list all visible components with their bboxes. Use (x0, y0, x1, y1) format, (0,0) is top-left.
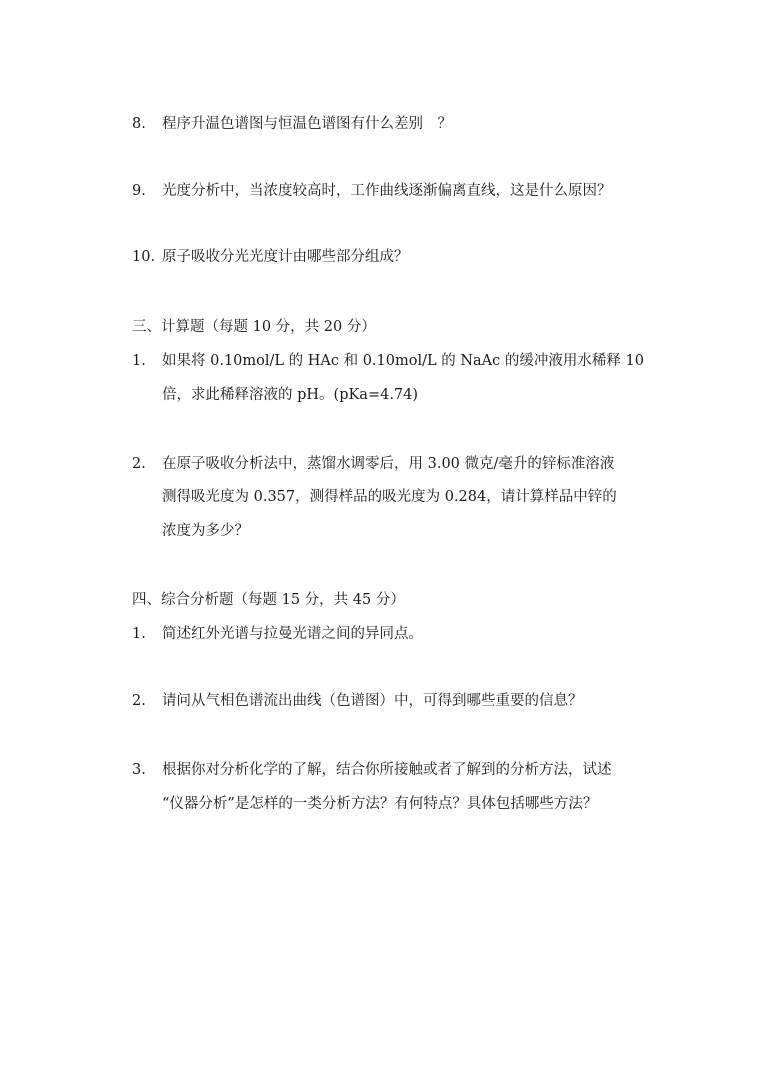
question-text: 倍，求此稀释溶液的 pH。(pKa=4.74) (162, 387, 419, 403)
question-number: 3. (132, 762, 146, 778)
question-number: 2. (132, 456, 146, 472)
question-number: 1. (132, 626, 146, 642)
section-heading: 四、综合分析题（每题 15 分，共 45 分） (132, 592, 405, 608)
question-text: 请问从气相色谱流出曲线（色谱图）中，可得到哪些重要的信息？ (162, 693, 583, 709)
question-text: 简述红外光谱与拉曼光谱之间的异同点。 (162, 626, 423, 642)
question-text: 浓度为多少？ (162, 523, 249, 539)
question-text: 在原子吸收分析法中，蒸馏水调零后，用 3.00 微克/毫升的锌标准溶液 (162, 456, 615, 472)
question-number: 2. (132, 693, 146, 709)
question-number: 10. (132, 249, 156, 265)
question-text: 测得吸光度为 0.357，测得样品的吸光度为 0.284，请计算样品中锌的 (162, 489, 617, 505)
question-text: 原子吸收分光光度计由哪些部分组成？ (162, 249, 409, 265)
question-text: 如果将 0.10mol/L 的 HAc 和 0.10mol/L 的 NaAc 的缓冲液用水稀释 10 (162, 353, 644, 369)
section-heading: 三、计算题（每题 10 分，共 20 分） (132, 319, 376, 335)
question-number: 9. (132, 183, 146, 199)
question-text: 根据你对分析化学的了解，结合你所接触或者了解到的分析方法，试述 (162, 762, 612, 778)
question-text: 光度分析中，当浓度较高时，工作曲线逐渐偏离直线，这是什么原因？ (162, 183, 612, 199)
question-number: 1. (132, 353, 146, 369)
question-text: 程序升温色谱图与恒温色谱图有什么差别 ？ (162, 116, 452, 132)
question-number: 8. (132, 116, 146, 132)
question-text: “仪器分析”是怎样的一类分析方法？有何特点？具体包括哪些方法？ (162, 796, 598, 812)
